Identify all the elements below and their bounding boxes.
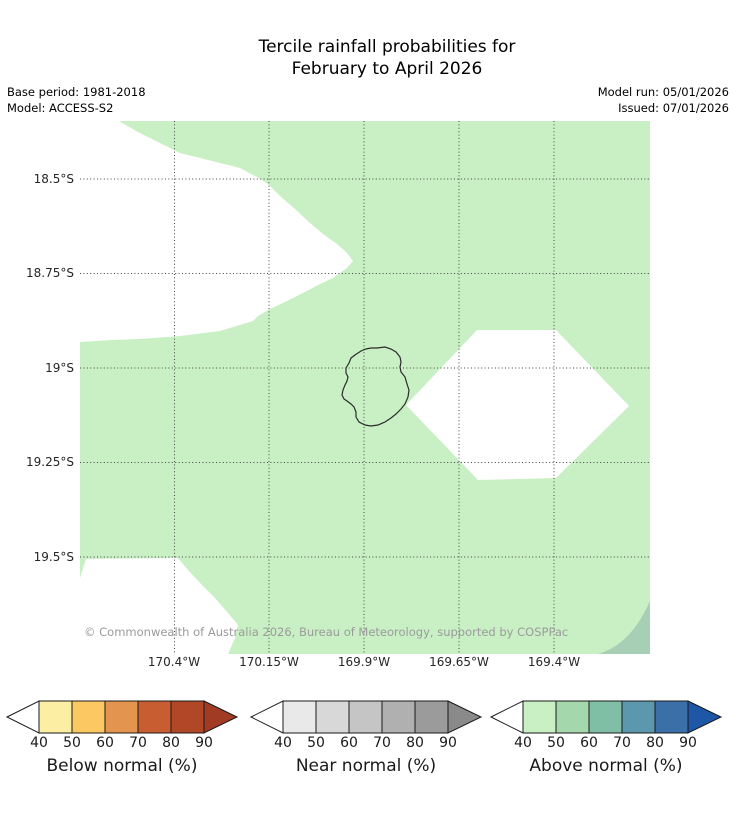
longitude-label-169-9w: 169.9°W <box>337 655 391 669</box>
latitude-label-18-5s: 18.5°S <box>33 172 74 186</box>
longitude-label-170-4w: 170.4°W <box>147 655 201 669</box>
latitude-label-19-5s: 19.5°S <box>33 550 74 564</box>
colorbar-segment <box>415 701 448 733</box>
tick-label: 80 <box>162 735 180 751</box>
tick-label: 60 <box>340 735 358 751</box>
header-right <box>598 84 729 116</box>
colorbar-segment <box>316 701 349 733</box>
tick-label: 40 <box>274 735 292 751</box>
copyright-notice: © Commonwealth of Australia 2026, Bureau of Meteorology, supported by COSPPac <box>84 625 569 639</box>
longitude-label-169-65w: 169.65°W <box>429 655 489 669</box>
colorbar-near-normal-bar <box>248 699 484 735</box>
colorbar-right-arrow-icon <box>204 701 237 733</box>
colorbar-left-arrow-icon <box>251 701 283 733</box>
colorbar-caption: Below normal (%) <box>46 756 198 776</box>
colorbar-right-arrow-icon <box>688 701 721 733</box>
tick-label: 70 <box>373 735 391 751</box>
figure-title-line1: Tercile rainfall probabilities for <box>258 37 516 57</box>
colorbar-right-arrow-icon <box>448 701 481 733</box>
tick-label: 50 <box>63 735 81 751</box>
colorbar-above-normal-bar <box>488 699 724 735</box>
colorbar-segment <box>349 701 382 733</box>
tick-label: 80 <box>406 735 424 751</box>
tick-label: 90 <box>195 735 213 751</box>
issued-label: Issued: 07/01/2026 <box>618 101 729 115</box>
tick-label: 40 <box>514 735 532 751</box>
colorbar-segment <box>138 701 171 733</box>
colorbar-below-normal <box>4 699 240 789</box>
tick-label: 90 <box>439 735 457 751</box>
tick-label: 50 <box>307 735 325 751</box>
colorbar-above-normal <box>488 699 724 789</box>
colorbar-segment <box>622 701 655 733</box>
colorbar-ticks <box>488 735 724 753</box>
longitude-label-170-15w: 170.15°W <box>239 655 299 669</box>
latitude-label-18-75s: 18.75°S <box>26 266 74 280</box>
colorbar-caption: Above normal (%) <box>529 756 683 776</box>
colorbar-segment <box>523 701 556 733</box>
model-label: Model: ACCESS-S2 <box>7 101 114 115</box>
colorbar-ticks <box>248 735 484 753</box>
colorbar-caption: Near normal (%) <box>295 756 437 776</box>
tick-label: 60 <box>96 735 114 751</box>
figure-title-line2: February to April 2026 <box>291 59 483 79</box>
colorbar-left-arrow-icon <box>7 701 39 733</box>
tick-label: 70 <box>613 735 631 751</box>
colorbar-near-normal <box>248 699 484 789</box>
tick-label: 40 <box>30 735 48 751</box>
colorbar-segment <box>171 701 204 733</box>
colorbar-below-normal-bar <box>4 699 240 735</box>
latitude-label-19-25s: 19.25°S <box>26 455 74 469</box>
colorbar-segment <box>283 701 316 733</box>
colorbar-segment <box>72 701 105 733</box>
colorbar-segment <box>655 701 688 733</box>
base-period-label: Base period: 1981-2018 <box>7 85 146 99</box>
colorbar-segment <box>39 701 72 733</box>
figure-title <box>80 36 694 80</box>
tick-label: 60 <box>580 735 598 751</box>
tick-label: 50 <box>547 735 565 751</box>
tick-label: 90 <box>679 735 697 751</box>
colorbar-ticks <box>4 735 240 753</box>
colorbar-segment <box>589 701 622 733</box>
colorbar-left-arrow-icon <box>491 701 523 733</box>
tick-label: 70 <box>129 735 147 751</box>
longitude-label-169-4w: 169.4°W <box>527 655 581 669</box>
colorbar-segment <box>382 701 415 733</box>
header-left <box>7 84 146 116</box>
model-run-label: Model run: 05/01/2026 <box>597 85 729 99</box>
colorbar-segment <box>556 701 589 733</box>
colorbar-segment <box>105 701 138 733</box>
latitude-label-19s: 19°S <box>45 361 74 375</box>
map-canvas <box>80 121 650 654</box>
tick-label: 80 <box>646 735 664 751</box>
